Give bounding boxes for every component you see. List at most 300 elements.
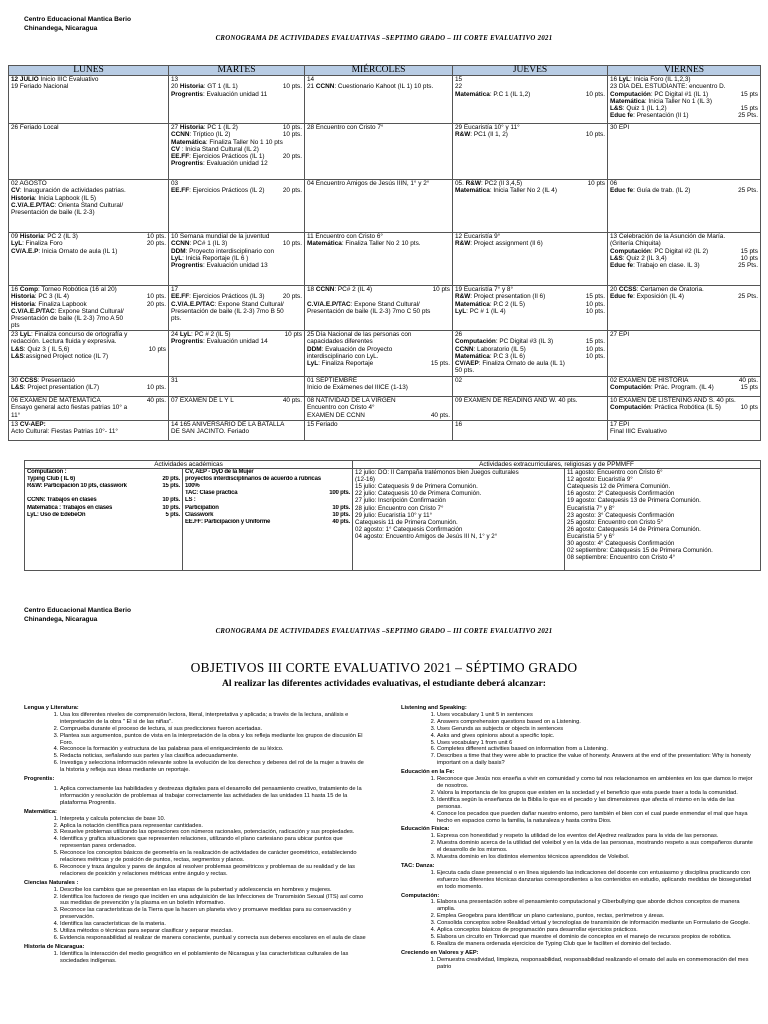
objective-item: 2. Identifica los factores de riesgo que inciden en una adquisición de las Infecciones de Transmisión Sexual (ITS) así como sus medidas de prevención y la plasma en un boletín informativo.	[60, 894, 369, 908]
objective-item: 3. Reconoce las características de la Tierra que la hacen un planeta vivo y promueve medidas para su conservación y preservación.	[60, 907, 369, 921]
points: 40 pts.	[332, 518, 350, 525]
cell-line: 10 pts. 20 Historia: GT 1 (IL 1)	[171, 83, 302, 91]
cell-line: CV : Inicia Stand Cultural (IL 2)	[171, 145, 259, 153]
points: 10 pts.	[585, 131, 605, 139]
objective-section-title: Ciencias Naturales :	[24, 879, 79, 886]
subject-label: Progrentis	[171, 338, 203, 346]
points: 40 pts.	[738, 377, 758, 384]
cell-line: 10 EXAMEN DE LISTENING AND S. 40 pts.	[610, 397, 736, 404]
activity-line: 27 julio: Inscripción Confirmación	[355, 497, 446, 505]
subject-label: R&W	[455, 131, 471, 139]
cell-line: redacción. Lectura fluida y expresiva.	[11, 338, 117, 346]
cell-line: 30 EPI	[610, 124, 630, 131]
subject-label: Educ fe	[610, 262, 634, 270]
objective-list	[401, 776, 753, 824]
activity-line: 100 pts. TAC: Clase práctica	[185, 490, 350, 497]
activity-line: 26 agosto: Catequesis 14 de Primera Comunión.	[567, 525, 701, 533]
activity-line: 10 pts. Classwork	[185, 511, 350, 518]
cell-line: C.V/A.E.P/TAC: Expone Stand Cultural/	[11, 307, 124, 315]
cell-line: 09 EXAMEN DE READING AND W. 40 pts.	[455, 397, 578, 404]
cell-line: pts	[11, 322, 20, 330]
calendar-day-cell	[305, 180, 453, 233]
calendar-day-cell	[453, 377, 608, 397]
cell-line: Matemática: Inicia Taller No 2 (IL 4)	[455, 187, 557, 195]
cell-line: Ensayo general acto fiestas patrias 10° a	[11, 404, 128, 412]
objective-item: 3. Plantea sus argumentos, puntos de vista en la interpretación de la obra y los refleja mediante los grupos de discusión El Foro.	[60, 733, 369, 747]
subject-label: L&S	[11, 384, 24, 392]
school-name: Centro Educacional Mantica Berio	[24, 16, 131, 23]
activity-line: 28 julio: Encuentro con Cristo 7°	[355, 504, 444, 512]
calendar-day-cell	[9, 286, 169, 331]
subject-label: Computación	[610, 404, 651, 412]
objective-section-title: Listening and Speaking:	[401, 705, 467, 711]
calendar-week-row	[9, 76, 761, 124]
subject-label: CV	[11, 187, 20, 195]
objective-item: 6. Investiga y selecciona información relevante sobre la evolución de los derechos y deberes del rol de la mujer a través de la historia y refleja sus ideas mediante un reportaje.	[60, 760, 369, 774]
cell-line: L&S:assigned Project notice (IL 7)	[11, 352, 109, 360]
activity-line: 10 pts. Participation	[185, 504, 350, 511]
cell-line: 40 pts. 02 EXAMEN DE HISTORIA	[610, 377, 758, 384]
objective-item: 5. Reconoce los conceptos básicos de geometría en la realización de actividades de carácter geométrico, estableciendo relaciones métricas y de posición de puntos, rectas, segmentos y planos.	[60, 850, 369, 864]
calendar-day-cell	[9, 331, 169, 377]
calendar-day-cell	[9, 76, 169, 124]
calendar-day-cell	[305, 233, 453, 286]
calendar-day-cell	[608, 180, 761, 233]
cell-line: 22	[455, 83, 463, 91]
objective-item: 5. Redacta noticias, señalando sus partes y las clasifica adecuadamente.	[60, 753, 369, 760]
calendar-day-cell	[608, 233, 761, 286]
cell-line: interdisciplinario con LyL.	[307, 352, 379, 360]
objectives-subtitle: Al realizar las diferentes actividades evaluativas, el estudiante deberá alcanzar:	[221, 678, 546, 689]
points: 10 pts.	[332, 504, 350, 511]
points: 10 pts.	[282, 124, 302, 131]
subject-label: Historia	[179, 83, 204, 91]
calendar-week-row	[9, 331, 761, 377]
objective-item: 5. Utiliza métodos o técnicas para separar clasificar y separar mezclas.	[60, 928, 369, 935]
objective-item: 1. Identifica la interacción del medio geográfico en el poblamiento de Nicaragua y las características culturales de las sociedades indígenas.	[60, 951, 369, 965]
calendar-day-cell	[453, 76, 608, 124]
activity-line: 30 agosto: 4° Catequesis Confirmación	[567, 540, 675, 548]
points: 10 pts	[740, 404, 758, 412]
points: 20 pts.	[146, 300, 166, 308]
calendar-week-row	[9, 377, 761, 397]
points: 15 pts.	[162, 483, 180, 490]
cell-line: 15 Feriado	[307, 421, 338, 428]
cell-line: pts.	[171, 315, 182, 323]
subject-label: Matemática	[307, 240, 342, 248]
calendar-day-cell	[9, 180, 169, 233]
points: 15 pts	[740, 105, 758, 113]
objective-item: 6. Reconoce y traza ángulos y pares de ángulos al resolver problemas geométricos y problemas de su realidad y de las relaciones de posición y relaciones métricas entre ángulo y rectas.	[60, 864, 369, 878]
cell-line: 14	[307, 76, 315, 83]
subject-label: EE.FF	[171, 187, 190, 195]
cell-line: 31	[171, 377, 179, 384]
subject-label: Educ fe	[610, 112, 634, 120]
cell-line: Presentación de baile (IL 2-3) 7mo B 50	[171, 307, 284, 315]
cell-line: 02 AGOSTO	[11, 180, 47, 187]
objectives-title: OBJETIVOS III CORTE EVALUATIVO 2021 – SÉPTIMO GRADO	[190, 660, 578, 675]
cell-line: 16 LyL: Inicia Foro (IL 1,2,3)	[610, 76, 691, 83]
academic-col-1	[25, 469, 183, 571]
cell-line: 26	[455, 331, 463, 338]
calendar-day-cell	[453, 286, 608, 331]
subject-label: CCSS	[618, 286, 637, 293]
points: 25 Pts.	[738, 112, 758, 120]
subject-label: CCNN	[455, 345, 474, 353]
cell-line: 20 CCSS: Certamen de Oratoria.	[610, 286, 704, 293]
calendar-day-cell	[9, 377, 169, 397]
points: 25 Pts.	[738, 262, 758, 270]
cell-line: CV/A.E.P: Inicia Ornato de aula (IL 1)	[11, 247, 118, 255]
cell-line: 15 pts L&S: Quiz 1 (IL 1,2)	[610, 105, 758, 113]
activity-line: 5 pts. LyL: Uso de EdebeOn	[27, 511, 180, 518]
subject-label: Historia	[179, 124, 204, 131]
calendar-day-cell	[453, 421, 608, 441]
subject-label: Historia	[11, 300, 35, 308]
cell-line: R&W: Project assignment (Il 6)	[455, 240, 543, 248]
points: 10 pts.	[282, 83, 302, 91]
calendar-day-cell	[9, 397, 169, 421]
calendar-day-cell	[305, 421, 453, 441]
subject-label: DDM	[171, 247, 186, 255]
activity-line: LS :	[185, 497, 196, 504]
activities-table	[24, 460, 761, 571]
subject-label: Educ fe	[610, 187, 634, 195]
activity-line: 08 septiembre: Encuentro con Cristo 4°	[567, 554, 676, 562]
cell-line: 10 pts L&S: Quiz 3 ( IL 5,6)	[11, 345, 166, 353]
objective-section-title: Creciendo en Valores y AEP:	[401, 949, 479, 956]
subject-label: L&S	[610, 254, 623, 262]
objectives-right-column	[401, 703, 753, 971]
cell-line: 10 pts. 09 Historia: PC 2 (IL 3)	[11, 233, 166, 240]
cell-line: 23 LyL: Finaliza concurso de ortografía y	[11, 331, 128, 338]
subject-label: Historia	[19, 233, 44, 240]
objective-section-title: Matemática:	[24, 808, 57, 815]
objective-item: 4. Aplica conceptos básicos de programación para desarrollar ejercicios prácticos.	[437, 927, 753, 934]
calendar-day-cell	[9, 124, 169, 180]
cell-line: 10 pts. 27 Historia: PC 1 (IL 2)	[171, 124, 302, 131]
subject-label: CV/A.E.P	[11, 247, 39, 255]
cell-line: 30 CCSS: Presentació	[11, 377, 75, 384]
academic-activities-title: Actividades académicas	[25, 461, 353, 469]
objective-section-title: Historia de Nicaragua:	[24, 943, 85, 950]
points: 10 pts.	[585, 345, 605, 353]
activity-line: 19 agosto: Catequesis 13 de Primera Comunión.	[567, 497, 701, 505]
calendar-day-cell	[169, 421, 305, 441]
subject-label: CCNN	[315, 286, 335, 293]
subject-label: Matemática	[455, 352, 490, 360]
school-name-2: Centro Educacional Mantica Berio	[24, 607, 131, 614]
cell-line: 15 pts Computación: Prác. Program. (IL 4)	[610, 384, 758, 392]
cell-line: Progrentis: Evaluación unidad 13	[171, 262, 268, 270]
cell-line: 11 Encuentro con Cristo 6°	[307, 233, 383, 240]
schedule-title-2: CRONOGRAMA DE ACTIVIDADES EVALUATIVAS –SEPTIMO GRADO – III CORTE EVALUATIVO 2021	[215, 628, 553, 635]
calendar-day-cell	[608, 124, 761, 180]
points: 10 pts.	[162, 497, 180, 504]
cell-line: 10 pts 05. R&W: PC2 (Il 3,4,5)	[455, 180, 605, 187]
points: 15 pts.	[430, 360, 450, 368]
points: 10 pts.	[162, 504, 180, 511]
cell-line: 25 Pts. Educ fe: Presentación (Il 1)	[610, 112, 758, 120]
cell-line: (Gritería Chiquita)	[610, 240, 661, 248]
subject-label: CV/AEP	[455, 360, 479, 368]
cell-line: 27 EPI	[610, 331, 630, 338]
calendar-day-cell	[608, 76, 761, 124]
activity-line: 100%	[185, 483, 200, 490]
objective-item: 6. Completes different activities based on information from a Listening.	[437, 746, 753, 753]
subject-label: C.V/A.E.P/TAC	[171, 300, 215, 308]
subject-label: R&W	[455, 293, 471, 301]
activity-line: 40 pts. EE.FF: Participación y Uniforme	[185, 518, 350, 525]
subject-label: Progrentis	[171, 90, 203, 98]
cell-line: 25 Pts. Educ fe: Guía de trab. (IL 2)	[610, 187, 758, 195]
objectives-left-column	[24, 703, 369, 965]
calendar-table	[8, 65, 761, 441]
cell-line: 08 NATIVIDAD DE LA VIRGEN	[307, 397, 396, 404]
cell-line: 15 pts Computación: PC Digital #1 (IL 1)	[610, 90, 758, 98]
cell-line: Inicio de Exámenes del IIICE (1-13)	[307, 384, 408, 392]
objective-item: 5. Elabora un circuito en Tinkercad que muestre el dominio de conceptos en el manejo de recursos propios de robótica.	[437, 934, 753, 941]
calendar-day-cell	[169, 180, 305, 233]
cell-line: 10 pts. R&W: PC1 (Il 1, 2)	[455, 131, 605, 139]
cell-line: 10 pts. Historia: PC 3 (IL 4)	[11, 293, 166, 301]
cell-line: 15 pts Computación: PC Digital #2 (IL 2)	[610, 247, 758, 255]
cell-line: Encuentro con Cristo 4°	[307, 404, 375, 412]
cell-line: 20 pts. Historia: Finaliza Lapbook	[11, 300, 166, 308]
subject-label: R&W	[455, 240, 471, 248]
objective-item: 1. Demuestra creatividad, limpieza, responsabilidad, responsabilidad realizando el ornato del aula en conmemoración del mes patrio	[437, 957, 753, 971]
objective-list	[401, 899, 753, 947]
objective-item: 1. Interpreta y calcula potencias de base 10.	[60, 816, 369, 823]
calendar-day-cell	[305, 124, 453, 180]
objective-item: 3. Identifica según la enseñanza de la Biblia lo que es el pecado y las dimensiones que afecta el mismo en la vida de las personas.	[437, 797, 753, 811]
objective-section-title: Lengua y Literatura:	[24, 705, 79, 711]
day-header: MARTES	[169, 66, 305, 76]
subject-label: CCNN	[171, 240, 190, 248]
points: 100 pts.	[329, 490, 350, 497]
activity-line: 16 agosto: 2° Catequesis Confirmación	[567, 490, 675, 498]
subject-label: LyL	[455, 307, 467, 315]
points: 10 pts.	[146, 293, 166, 301]
extracurricular-col-2	[565, 469, 761, 571]
calendar-day-cell	[608, 331, 761, 377]
subject-label: Computación	[610, 247, 651, 255]
cell-line: 10 pts. Matemática: P.C 1 (IL 1,2)	[455, 90, 605, 98]
subject-label: Computación	[610, 90, 651, 98]
objective-list	[24, 951, 369, 965]
points: 40 pts.	[430, 411, 450, 419]
cell-line: Presentación de baile (IL 2-3)	[11, 209, 95, 217]
subject-label: R&W	[465, 180, 481, 187]
activity-line: Catequesis 12 de Primera Comunión.	[567, 483, 671, 491]
activity-line: CV, AEP - DyD de la Mujer	[185, 469, 254, 476]
points: 20 pts.	[282, 293, 302, 301]
cell-line: 13 CV-AEP:	[11, 421, 46, 428]
calendar-day-cell	[169, 377, 305, 397]
cell-line: 25 Día Nacional de las personas con	[307, 331, 412, 338]
subject-label: EE.FF	[171, 153, 190, 161]
objective-item: 6. Evidencia responsabilidad al realizar de manera consciente, puntual y correcta sus deberes escolares en el aula de clase	[60, 935, 369, 942]
activity-line: 10 pts. CCNN: Trabajos en clases	[27, 497, 180, 504]
subject-label: Matemática	[171, 138, 206, 146]
cell-line: 17	[171, 286, 179, 293]
cell-line: 20 pts. EE.FF: Ejercicios Prácticos (IL 1)	[171, 153, 302, 161]
points: 15 pts.	[585, 338, 605, 346]
points: 10 pts	[740, 254, 758, 262]
objective-item: 3. Muestra dominio en los distintos elementos técnicos aprendidos de Voleibol.	[437, 854, 753, 861]
activity-line: 15 pts. R&W: Participación 10 pts, classwork	[27, 483, 180, 490]
points: 5 pts.	[165, 511, 180, 518]
cell-line: 04 Encuentro Amigos de Jesús IIIN, 1° y 2°	[307, 180, 430, 187]
calendar-day-cell	[453, 331, 608, 377]
points: 25 Pts.	[738, 187, 758, 195]
objective-item: 7. Describes a time that they were able to practice the value of honesty. Answers at the end of the presentation: Why is honesty important on a daily basis?	[437, 753, 753, 767]
cell-line: Presentación de baile (IL 2-3) 7mo A 50	[11, 315, 124, 323]
subject-label: LyL	[171, 254, 183, 262]
calendar-day-cell	[169, 76, 305, 124]
points: 20 pts.	[282, 153, 302, 161]
points: 10 pts.	[585, 352, 605, 360]
activity-line: 12 agosto: Eucaristía 9°	[567, 476, 633, 484]
points: 25 Pts.	[738, 293, 758, 301]
cell-line: 13	[171, 76, 179, 83]
day-header: VIERNES	[608, 66, 761, 76]
cell-line: 17 EPI	[610, 421, 630, 428]
subject-label: CCNN	[315, 83, 335, 91]
cell-line: 16 Comp: Torneo Robótica (16 al 20)	[11, 286, 117, 293]
objective-list	[401, 712, 753, 767]
activity-line: (12-16)	[355, 476, 375, 484]
points: 40 pts.	[282, 397, 302, 404]
cell-line: capacidades diferentes	[307, 338, 373, 346]
objective-list	[24, 887, 369, 942]
activity-line: 04 agosto: Encuentro Amigos de Jesús III N, 1° y 2°	[355, 532, 498, 540]
subject-label: CV-AEP:	[19, 421, 46, 428]
objective-item: 1. Describe los cambios que se presentan en las etapas de la pubertad y adolescencia en hombres y mujeres.	[60, 887, 369, 894]
activity-line: 12 julio: DO: II Campaña tratémonos bien Juegos culturales	[355, 469, 519, 477]
objective-item: 2. Emplea Geogebra para identificar un plano cartesiano, puntos, rectas, perímetros y áreas.	[437, 913, 753, 920]
subject-label: Educ fe	[610, 293, 634, 301]
cell-line: 26 Feriado Local	[11, 124, 59, 131]
schedule-title: CRONOGRAMA DE ACTIVIDADES EVALUATIVAS –SEPTIMO GRADO – III CORTE EVALUATIVO 2021	[215, 35, 553, 42]
calendar-day-cell	[305, 331, 453, 377]
objective-section-title: Educación Física:	[401, 826, 450, 833]
objective-list	[24, 786, 369, 807]
points: 40 pts.	[146, 397, 166, 404]
cell-line: 20 pts. EE.FF: Ejercicios Prácticos (IL 2)	[171, 187, 302, 195]
calendar-day-cell	[608, 377, 761, 397]
cell-line: Progrentis: Evaluación unidad 11	[171, 90, 268, 98]
activity-line: 11 agosto: Encuentro con Cristo 6°	[567, 469, 663, 477]
cell-line: Historia: Inicia Lapbook (IL 5)	[11, 194, 97, 202]
subject-label: Progrentis	[171, 262, 203, 270]
activity-line: Catequesis 11 de Primera Comunión.	[355, 518, 458, 526]
subject-label: L&S	[11, 352, 24, 360]
calendar-day-cell	[169, 124, 305, 180]
objective-item: 2. Comprueba durante el proceso de lectura, si sus predicciones fueron acertadas.	[60, 726, 369, 733]
calendar-week-row	[9, 180, 761, 233]
subject-label: LyL	[19, 331, 32, 338]
objective-item: 1. Ejecuta cada clase presencial o en línea siguiendo las indicaciones del docente con entusiasmo y disciplina practicando con esfuerzo las diferentes técnicas danzarias correspondientes a los contenidos en estudio, aplicando medidas de bioseguridad en todo momento.	[437, 870, 753, 891]
subject-label: LyL	[618, 76, 631, 83]
cell-line: CV: Inauguración de actividades patrias.	[11, 187, 126, 195]
cell-line: 12 JULIO Inicio IIIC Evaluativo	[11, 76, 99, 83]
school-city-2: Chinandega, Nicaragua	[24, 616, 98, 623]
activity-line: 22 julio: Catequesis 10 de Primera Comunión.	[355, 490, 482, 498]
activity-line: proyectos interdisciplinarios de acuerdo a rúbricas	[185, 476, 321, 483]
day-header: MIÉRCOLES	[305, 66, 453, 76]
cell-line: 10 pts. L&S: Project presentation (IL7)	[11, 384, 166, 392]
subject-label: Progrentis	[171, 160, 203, 168]
objective-item: 2. Valora la importancia de los grupos que existen en la sociedad y el beneficio que esta puede traer a toda la comunidad.	[437, 790, 753, 797]
objective-item: 1. Elabora una presentación sobre el pensamiento computacional y Ciberbullying que aborde dichos conceptos de manera amplia.	[437, 899, 753, 913]
cell-line: 40 pts. 07 EXAMEN DE L Y L	[171, 397, 302, 404]
cell-line: Progrentis: Evaluación unidad 14	[171, 338, 268, 346]
subject-label: Matemática	[455, 90, 490, 98]
subject-label: LyL	[179, 331, 192, 338]
subject-label: Computación	[610, 384, 651, 392]
cell-line: Presentación de baile (IL 2-3) 7mo C 50 pts	[307, 307, 431, 315]
cell-line: 11°	[11, 411, 21, 419]
objective-item: 4. Conoce los pecados que pueden dañar nuestro entorno, pero también el bien con el cual puede enmendar el mal que haya hecho en espacios como la familia, la naturaleza y hasta contra Dios.	[437, 811, 753, 825]
calendar-day-cell	[169, 233, 305, 286]
objective-list	[24, 816, 369, 878]
points: 10 pts	[432, 286, 450, 293]
subject-label: Historia	[11, 293, 35, 301]
cell-line: 15	[455, 76, 463, 83]
subject-label: CCNN	[171, 131, 190, 139]
activity-line: 25 agosto: Encuentro con Cristo 5°	[567, 518, 664, 526]
objective-list	[401, 957, 753, 971]
cell-line: 25 Pts. Educ fe: Exposición (IL 4)	[610, 293, 758, 301]
calendar-day-cell	[608, 421, 761, 441]
calendar-day-cell	[305, 377, 453, 397]
calendar-header-row	[9, 66, 761, 76]
points: 10 pts.	[332, 511, 350, 518]
cell-line: Matemática: Inicia Taller No 1 (IL 3)	[610, 97, 712, 105]
activity-line: 23 agosto: 3° Catequesis Confirmación	[567, 511, 675, 519]
objective-item: 4. Reconoce la formación y estructura de las palabras para el enriquecimiento de su léxico.	[60, 746, 369, 753]
points: 20 pts.	[146, 240, 166, 248]
objective-item: 2. Muestra dominio acerca de la utilidad del voleibol y en la vida de las personas, mostrando respeto a sus compañeros durante el desarrollo de los mismos.	[437, 840, 753, 854]
cell-line: 20 pts. EE.FF: Ejercicios Prácticos (IL 3)	[171, 293, 302, 301]
subject-label: C.V/A.E.P/TAC	[11, 201, 55, 209]
cell-line: 50 pts.	[455, 367, 475, 375]
objective-item: 1. Uses vocabulary 1 unit 5 in sentences	[437, 712, 753, 719]
activity-line	[27, 490, 180, 497]
objective-list	[24, 712, 369, 774]
calendar-day-cell	[453, 397, 608, 421]
objective-section-title: Progrentis:	[24, 776, 55, 783]
points: 15 pts.	[585, 293, 605, 301]
objective-item: 3. Resuelve problemas utilizando las operaciones con números racionales, potenciación, radicación y sus propiedades.	[60, 829, 369, 836]
subject-label: CV	[171, 145, 180, 153]
subject-label: 12 JULIO	[11, 76, 39, 83]
cell-line: DDM: Evaluación de Proyecto	[307, 345, 393, 353]
activity-line: 02 agosto: 1° Catequesis Confirmación	[355, 525, 463, 533]
calendar-day-cell	[305, 397, 453, 421]
calendar-day-cell	[169, 331, 305, 377]
subject-label: Computación	[455, 338, 496, 346]
cell-line: 19 Eucaristía 7° y 8°	[455, 286, 514, 293]
extracurricular-activities-title: Actividades extracurriculares, religiosas y de PPMMFF	[353, 461, 761, 469]
calendar-day-cell	[169, 397, 305, 421]
subject-label: LyL	[11, 240, 23, 248]
cell-line: 10 pts 18 CCNN: PC# 2 (IL 4)	[307, 286, 450, 293]
subject-label: L&S	[610, 105, 623, 113]
points: 10 pts.	[146, 233, 166, 240]
cell-line: 10 Semana mundial de la juventud	[171, 233, 270, 240]
